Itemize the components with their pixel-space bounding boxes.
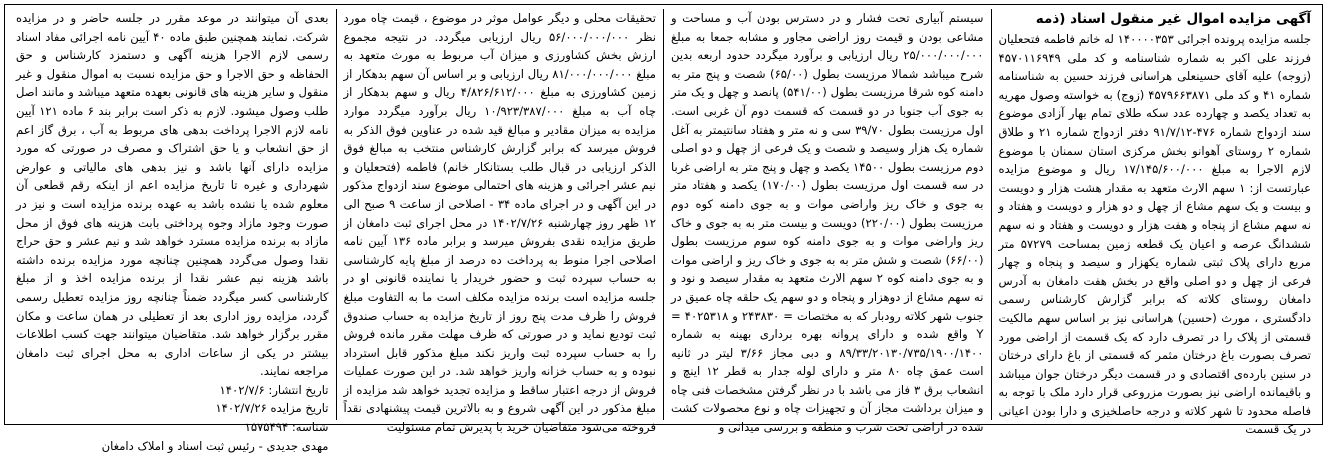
notice-column-2: [663, 9, 991, 435]
notice-column-4: [9, 9, 336, 453]
auction-date: تاریخ مزایده ۱۴۰۲/۷/۲۶: [215, 401, 329, 416]
publish-date: تاریخ انتشار: ۱۴۰۲/۷/۶: [219, 382, 329, 397]
column-2-text: سیستم آبیاری تحت فشار و در دسترس بودن آب و مساحت و مشاعی بودن و قیمت روز اراضی مجاور و مشابه جمعا به مبلغ ۲۵/۰۰۰/۰۰۰/۰۰۰ ریال ارزیابی و برآورد میگردد حدود اربعه بدین شرح میباشد شمالا مرزیست بطول (۶۵/۰۰) شصت و پنج متر به دامنه کوه شرقا مرزیست بطول (۵۴۱/۰۰) پانصد و چهل و یک متر به جوی آب جنوبا در دو قسمت که قسمت دوم آن غربی است. اول مرزیست بطول ۳۹/۷۰ سی و نه متر و هفتاد سانتیمتر به آغل شماره یک هزار وسیصد و شصت و یک فرعی از چهل و دو اصلی دوم مرزیست بطول ۱۴۵۰۰ یکصد و چهل و پنج متر به اراضی غربا در سه قسمت اول مرزیست بطول (۱۷۰/۰۰) یکصد و هفتاد متر به جوی و خاک ریز واراضی موات و به جوی دامنه کوه دوم مرزیست بطول (۲۲۰/۰۰) دویست و بیست متر به به جوی و خاک ریز واراضی موات و به جوی دامنه کوه سوم مرزیست بطول (۶۶/۰۰) شصت و شش متر به به جوی و خاک ریز و اراضی موات و به جوی دامنه کوه ۲ سهم الارث متعهد به مقدار سیصد و نود و نه سهم مشاع از دوهزار و پنجاه و دو سهم یک حلقه چاه عمیق در جنوب شهر کلاته رودبار که به مختصات = ۲۴۳۸۳۰ و ۴۰۲۵۳۱۸ = Y واقع شده و دارای پروانه بهره برداری بهینه به شماره ۸۹/۳۳/۲۰۱۳۰/۷۳۵/۱۹۰۰/۱۴۰۰ و دبی مجاز ۳/۶۶ لیتر در ثانیه است عمق چاه ۸۰ متر و دارای لوله جدار به قطر ۱۲ اینچ و انشعاب برق ۳ فاز می باشد با در نظر گرفتن مشخصات فنی چاه و میزان برداشت مجاز آن و تجهیزات چاه و نوع محصولات کشت شده در اراضی تحت شرب و منطقه و بررسی میدانی و: [671, 11, 984, 435]
notice-id: شناسه: ۱۵۷۵۴۹۴: [244, 420, 329, 435]
notice-title: آگهی مزایده اموال غیر منقول اسناد (ذمه: [1035, 11, 1311, 27]
auction-notice: [4, 4, 1323, 453]
column-3-text: تحقیقات محلی و دیگر عوامل موثر در موضوع ، قیمت چاه مورد نظر ۵۶/۰۰۰/۰۰۰/۰۰۰ ریال ارزیابی میگردد. در نتیجه مجموع ارزش بخش کشاورزی و میزان آب مربوط به مورث متعهد به مبلغ ۸۱/۰۰۰/۰۰۰/۰۰۰ ریال ارزیابی و بر اساس آن سهم بدهکار از زمین کشاورزی به مبلغ ۴/۸۲۶/۶۱۲/۰۰۰ ریال و سهم بدهکار از چاه آب به مبلغ ۱۰/۹۲۳/۳۸۷/۰۰۰ ریال برآورد میگردد موارد مزایده به میزان مقادیر و مبالغ قید شده در عناوین فوق الذکر به فروش میرسد که برابر گزارش کارشناس منتخب به مبالغ فوق الذکر ارزیابی در قبال طلب بستانکار خانم) فاطمه (فتحعلیان و نیم عشر اجرائی و هزینه های احتمالی موضوع سند ازدواج مذکور در این آگهی و در اجرای ماده ۳۴ - اصلاحی از ساعت ۹ صبح الی ۱۲ ظهر روز چهارشنبه ۱۴۰۲/۷/۲۶ در محل اجرای ثبت دامغان از طریق مزایده نقدی بفروش میرسد و برابر ماده ۱۳۶ آیین نامه اصلاحی اجرا منوط به پرداخت ده درصد از مبلغ پایه کارشناسی به حساب سپرده ثبت و حضور خریدار یا نماینده قانونی او در جلسه مزایده است برنده مزایده مکلف است ما به التفاوت مبلغ فروش را ظرف مدت پنج روز از تاریخ مزایده به حساب صندوق ثبت تودیع نماید و در صورتی که ظرف مهلت مقرر مانده فروش را به حساب سپرده ثبت واریز نکند مبلغ مذکور قابل استرداد نبوده و به حساب خزانه واریز خواهد شد. در این صورت عملیات فروش از درجه اعتبار ساقط و مزایده تجدید خواهد شد مزایده از مبلغ مذکور در این آگهی شروع و به بالاترین قیمت پیشنهادی نقداً فروخته می‌شود متقاضیان خرید با پذیرش تمام مسئولیت: [343, 11, 657, 435]
notice-column-3: [336, 9, 664, 435]
notice-column-1: [991, 9, 1319, 437]
column-4-text: بعدی آن میتوانند در موعد مقرر در جلسه حاضر و در مزایده شرکت. نمایند همچنین طبق ماده ۴۰ آیین نامه اجرائی مفاد اسناد رسمی لازم الاجرا هزینه آگهی و دستمزد کارشناس و حق الحفاظه و حق الاجرا و حق مزایده نسبت به اموال منقول و غیر منقول و سایر هزینه های قانونی بعهده متعهد میباشد و مانند اصل طلب وصول میشود. لازم به ذکر است برابر بند ۶ ماده ۱۲۱ آیین نامه لازم الاجرا پرداخت بدهی های مربوط به آب ، برق گاز اعم از حق انشعاب و یا حق اشتراک و مصرف در صورتی که مورد مزایده دارای آنها باشد و نیز بدهی های مالیاتی و عوارض شهرداری و غیره تا تاریخ مزایده اعم از اینکه رقم قطعی آن معلوم شده یا نشده باشد به عهده برنده مزایده است و نیز در صورت وجود مازاد وجوه پرداختی بابت هزینه های فوق از محل مازاد به برنده مزایده مسترد خواهد شد و نیم عشر و حق حراج نقدا وصول می‌گردد همچنین چنانچه مورد مزایده برنده داشته باشد هزینه نیم عشر نقدا از برنده مزایده اخذ و از مبلغ کارشناسی کسر میگردد ضمناً چنانچه روز مزایده تعطیل رسمی گردد، مزایده روز اداری بعد از تعطیلی در همان ساعت و مکان مقرر برگزار خواهد شد. متقاضیان میتوانند جهت کسب اطلاعات بیشتر در یکی از ساعات اداری به محل اجرای ثبت دامغان مراجعه نمایند.: [16, 11, 329, 379]
column-1-text: جلسه مزایده پرونده اجرائی ۱۴۰۰۰۰۳۵۳ له خانم فاطمه فتحعلیان فرزند علی اکبر به شماره شناسنامه و کد ملی ۴۵۷۰۱۱۶۹۴۹ (زوجه) علیه آقای حسینعلی هراسانی فرزند حسین به شناسنامه شماره ۴۱ و کد ملی ۴۵۷۹۶۶۳۸۷۱ (زوج) به خواسته وصول مهریه به تعداد یکصد و چهارده عدد سکه طلای تمام بهار آزادی موضوع سند ازدواج شماره ۴۷۶-۹۱/۷/۱۲ دفتر ازدواج شماره ۲۱ و طلاق شماره ۲ روستای آهوانو بخش مرکزی استان سمنان با موضوع لازم الاجرا به مبلغ ۱۷/۱۴۵/۶۰۰/۰۰۰ ریال و موضوع مزایده عبارتست از: ۱ سهم الارث متعهد به مقدار هشت هزار و دویست و بیست و یک سهم مشاع از چهل و دو هزار و دویست و هفتاد و نه سهم مشاع از پنجاه و هفت هزار و دویست و هفتاد و نه سهم ششدانگ عرصه و اعیان یک قطعه زمین بمساحت ۵۷۲۷۹ متر مربع دارای پلاک ثبتی شماره یکهزار و سیصد و پنجاه و چهار فرعی از چهل و دو اصلی واقع در بخش هفت دامغان به آدرس دامغان روستای کلاته که برابر گزارش کارشناس رسمی دادگستری ، مورث (حسین) هراسانی نیز بر اساس سهم مالکیت قسمتی از پلاک را در تصرف دارد که یک قسمت از اراضی مورد تصرف بصورت باغ درختان مثمر که قسمتی از باغ دارای درختان در سنین بارده‌ی اقتصادی و در قسمت دیگر درختان جوان میباشد و باقیمانده اراضی نیز بصورت مزروعی قرار دارد ملک با توجه به فاصله محدود تا شهر کلاته و درجه حاصلخیزی و دارا بودن اعیانی در یک قسمت: [998, 32, 1312, 437]
signatory: مهدی جدیدی - رئیس ثبت اسناد و املاک دامغان: [101, 438, 329, 453]
